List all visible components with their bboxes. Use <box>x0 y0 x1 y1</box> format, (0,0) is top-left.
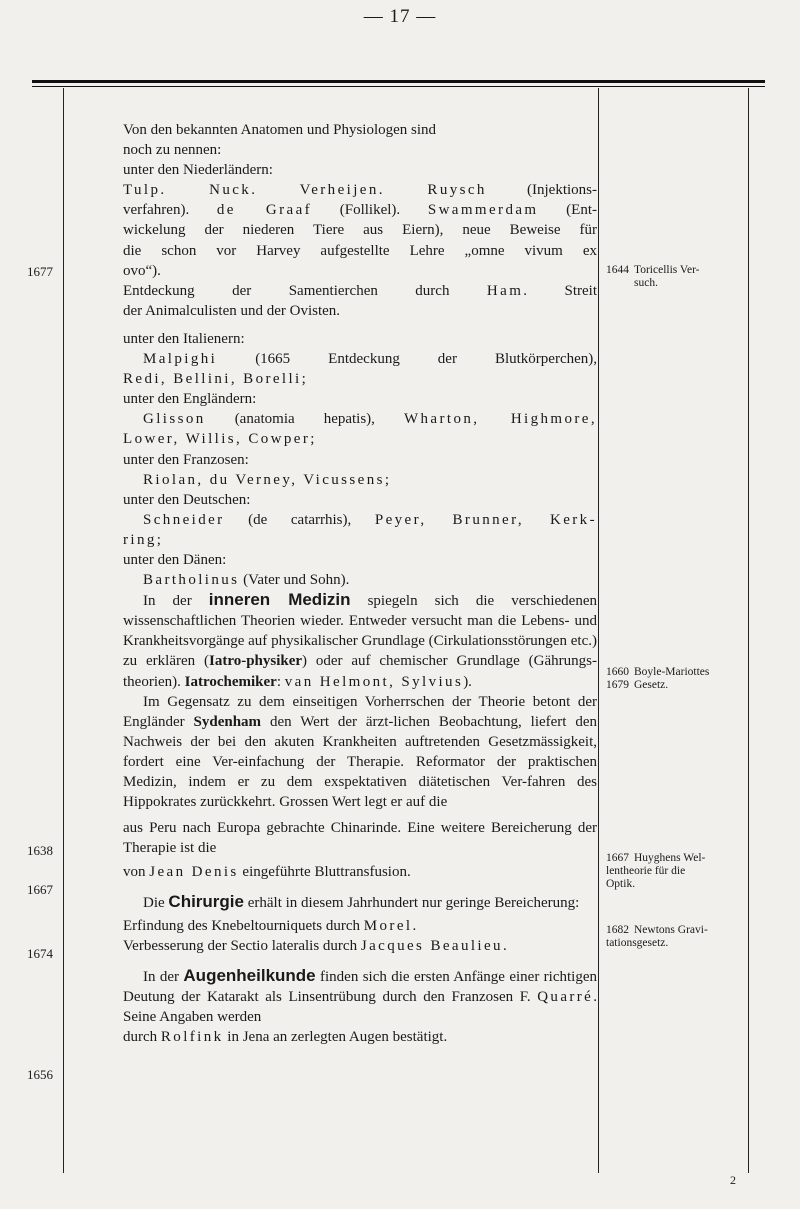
text: (anatomia hepatis), <box>205 411 404 428</box>
subheading: unter den Franzosen: <box>123 451 249 468</box>
page-number: — 17 — <box>363 6 437 27</box>
text: Die <box>143 895 169 912</box>
line <box>123 349 597 369</box>
subheading: unter den Niederländern: <box>123 162 273 179</box>
sidenote-year: 1679 <box>606 679 629 691</box>
paragraph-sydenham <box>123 692 597 813</box>
line: Riolan, du Verney, Vicussens; <box>143 471 392 488</box>
name: Jacques Beaulieu <box>360 937 503 954</box>
year-1674: 1674 <box>27 946 53 961</box>
sidenote-line: such. <box>634 277 658 289</box>
name: Bartholinus <box>143 572 240 589</box>
sidenote-text: Huyghens Wel- <box>634 852 706 864</box>
text: Entdeckung der Samentierchen durch <box>123 282 487 299</box>
main-text <box>123 120 597 1047</box>
text: finden sich die ersten Anfänge einer richtigen Deutung der Katarakt als Linsentrübung durch den Franzosen F. <box>123 968 597 1005</box>
name: de Graaf <box>216 202 313 219</box>
text: (de catarrhis), <box>224 511 375 528</box>
line: die schon vor Harvey aufgestellte Lehre „omne vivum ex <box>123 242 597 259</box>
text: (Follikel). <box>312 202 428 219</box>
name: Jean Denis <box>149 864 239 881</box>
text: in Jena an zerlegten Augen bestätigt. <box>223 1029 448 1046</box>
line <box>123 936 597 956</box>
line <box>123 1027 597 1047</box>
heading-inline: inneren Medizin <box>208 590 351 610</box>
sidenote-line: Optik. <box>606 878 636 890</box>
sidenote-toricelli <box>606 264 742 290</box>
top-rule <box>32 80 765 83</box>
sheet-signature: 2 <box>730 1173 736 1187</box>
sidenote-year: 1660 <box>606 666 629 678</box>
text: ). <box>463 673 472 690</box>
line: ovo“). <box>123 262 161 279</box>
name: Malpighi <box>143 351 218 368</box>
line <box>123 409 597 429</box>
subheading: unter den Italienern: <box>123 330 245 347</box>
paragraph-inner-medicine <box>123 590 597 691</box>
text: den Wert der ärzt-lichen Beobachtung, liefert den Nachweis der bei den akuten Krankheiten auftretenden Gesetzmässigkeit, fordert eine Ver-einfachung der Therapie. Reformator der praktischen Medizin, indem er zu dem exspektativen diätetischen Ver-fahren des Hippokrates zurückkehrt. Grossen Wert legt er auf die <box>123 713 598 811</box>
line: ring; <box>123 531 164 548</box>
subheading: unter den Dänen: <box>123 551 227 568</box>
sidenote-text: Newtons Gravi- <box>634 924 708 936</box>
text: (1665 Entdeckung der Blutkörperchen), <box>217 351 597 368</box>
sidenote-text: Gesetz. <box>634 679 669 691</box>
sidenote-huyghens <box>606 852 742 891</box>
column-rule-right <box>748 88 749 1173</box>
subheading: unter den Engländern: <box>123 391 257 408</box>
subheading: unter den Deutschen: <box>123 491 251 508</box>
sidenote-year: 1667 <box>606 852 629 864</box>
text: eingeführte Bluttransfusion. <box>238 864 411 881</box>
paragraph-transfusion <box>123 862 597 882</box>
text: Erfindung des Knebeltourniquets durch <box>123 917 364 934</box>
line: Von den bekannten Anatomen und Physiologen sind <box>123 122 437 138</box>
sidenote-line <box>606 924 742 937</box>
names: Tulp. Nuck. Verheijen. Ruysch <box>123 182 487 199</box>
line <box>123 510 597 530</box>
sidenote-line <box>606 666 742 679</box>
paragraph-ophthalmology <box>123 966 597 1027</box>
text: Im Gegensatz zu dem einseitigen Vorherrschen der Theorie betont der Engländer <box>123 693 597 730</box>
line: noch zu nennen: <box>123 142 222 159</box>
line: der Animalculisten und der Ovisten. <box>123 302 341 319</box>
text: Verbesserung der Sectio lateralis durch <box>123 937 361 954</box>
line: Lower, Willis, Cowper; <box>123 431 317 448</box>
paragraph-surgery <box>123 892 597 913</box>
text: : <box>276 673 285 690</box>
name: Ham <box>486 282 524 299</box>
year-1677: 1677 <box>27 264 53 279</box>
line <box>123 281 597 301</box>
sidenote-line: lentheorie für die <box>606 865 686 877</box>
names: van Helmont, Sylvius <box>284 673 464 690</box>
heading-inline: Augenheilkunde <box>183 965 316 985</box>
sidenote-newton <box>606 924 742 950</box>
sidenote-boyle <box>606 666 742 692</box>
line <box>123 200 597 220</box>
sidenote-line <box>606 264 742 277</box>
text: . Streit <box>523 282 597 299</box>
sidenote-line <box>606 679 742 692</box>
term: Iatrochemiker <box>184 673 277 690</box>
top-rule-thin <box>32 86 765 87</box>
text: . Seine Angaben werden <box>123 988 597 1025</box>
sidenote-line <box>606 852 742 865</box>
text: spiegeln sich die verschiedenen wissenschaftlichen Theorien wieder. Entweder versucht man die Lebens- und Krankheitsvorgänge auf physikalischer Grundlage (Cirkulationsstörungen etc.) zu erklären ( <box>123 593 598 670</box>
line <box>123 180 597 200</box>
text: von <box>123 864 150 881</box>
text: ) oder auf chemischer Grundlage (Gährungs-theorien). <box>123 653 597 690</box>
name: Swammerdam <box>427 202 539 219</box>
year-1656: 1656 <box>27 1067 53 1082</box>
names: Peyer, Brunner, Kerk- <box>374 511 597 528</box>
name: Schneider <box>143 511 225 528</box>
text: erhält in diesem Jahrhundert nur geringe Bereicherung: <box>243 895 580 912</box>
line: Redi, Bellini, Borelli; <box>123 371 309 388</box>
names: Wharton, Highmore, <box>403 411 597 428</box>
sidenote-year: 1682 <box>606 924 629 936</box>
year-1638: 1638 <box>27 843 53 858</box>
column-rule-mid <box>598 88 599 1173</box>
line <box>123 916 597 936</box>
sidenote-text: Boyle-Mariottes <box>634 666 710 678</box>
sidenote-year: 1644 <box>606 264 629 276</box>
text: verfahren). <box>123 202 217 219</box>
name: Sydenham <box>193 713 262 730</box>
heading-inline: Chirurgie <box>168 892 244 912</box>
term: Iatro-physiker <box>208 653 303 670</box>
text: (Ent- <box>538 202 597 219</box>
text: (Vater und Sohn). <box>239 572 350 589</box>
paragraph-chinarinde: aus Peru nach Europa gebrachte Chinarinde. Eine weitere Bereicherung der Therapie ist die <box>123 820 597 857</box>
text: In der <box>143 593 209 610</box>
sidenote-line: tationsgesetz. <box>606 937 669 949</box>
column-rule-left <box>63 88 64 1173</box>
line: wickelung der niederen Tiere aus Eiern), neue Beweise für <box>123 222 597 239</box>
year-1667: 1667 <box>27 882 53 897</box>
text: (Injektions- <box>486 182 597 199</box>
name: Morel <box>363 917 413 934</box>
text: . <box>412 917 417 934</box>
line <box>123 570 597 590</box>
name: Glisson <box>143 411 206 428</box>
sidenote-text: Toricellis Ver- <box>634 264 700 276</box>
text: . <box>502 937 507 954</box>
text: durch <box>123 1029 161 1046</box>
name: Rolfink <box>160 1029 224 1046</box>
name: Quarré <box>537 988 594 1005</box>
text: In der <box>143 968 184 985</box>
